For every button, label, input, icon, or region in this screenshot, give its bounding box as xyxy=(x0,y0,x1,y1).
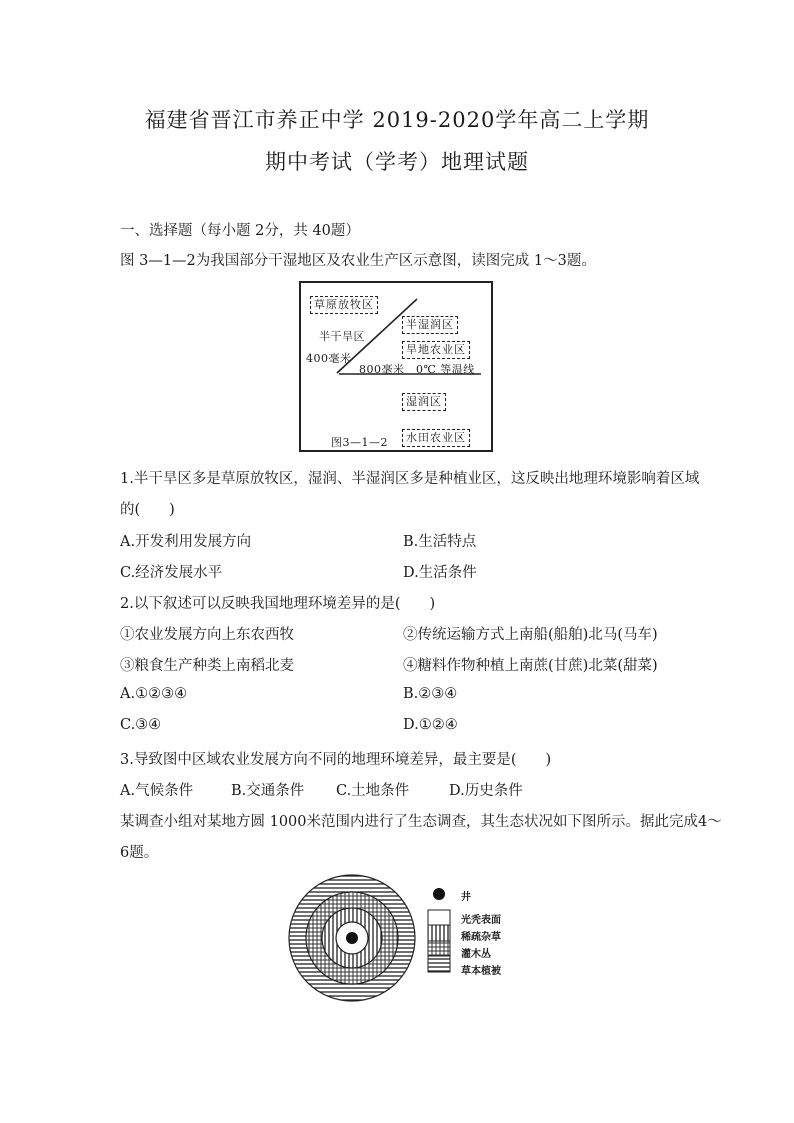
legend-shrub-label: 灌木丛 xyxy=(461,949,491,960)
legend-well-swatch xyxy=(433,888,445,900)
section-header: 一、选择题（每小题 2分，共 40题） xyxy=(120,223,360,239)
q2-statement-1: ①农业发展方向上东农西牧 xyxy=(120,627,294,643)
isotherm-label: 800毫米 0℃ 等温线 xyxy=(359,363,475,376)
q1-option-d: D.生活条件 xyxy=(403,565,477,581)
grassland-box: 草原放牧区 xyxy=(310,296,378,314)
legend-swatches xyxy=(426,885,456,985)
intro-text-2-line1: 某调查小组对某地方圆 1000米范围内进行了生态调查，其生态状况如下图所示。据此完成4～ xyxy=(120,814,722,830)
q3-option-a: A.气候条件 xyxy=(120,783,194,799)
intro-text-1: 图 3—1—2为我国部分干湿地区及农业生产区示意图，读图完成 1～3题。 xyxy=(120,253,596,269)
q3-option-b: B.交通条件 xyxy=(231,783,305,799)
legend-bare-label: 光秃表面 xyxy=(461,915,501,926)
figure-3-1-2 xyxy=(299,281,493,452)
q3-option-d: D.历史条件 xyxy=(449,783,523,799)
q2-statement-2: ②传统运输方式上南船(船舶)北马(马车) xyxy=(403,627,658,643)
q1-stem-line1: 1.半干旱区多是草原放牧区，湿润、半湿润区多是种植业区，这反映出地理环境影响着区域 xyxy=(120,471,700,487)
intro-text-2-line2: 6题。 xyxy=(120,845,159,861)
legend-well-label: 井 xyxy=(461,892,471,903)
legend-sparse-swatch xyxy=(428,925,450,941)
legend-bare-swatch xyxy=(428,910,450,925)
ecology-rings-figure xyxy=(263,850,443,1030)
q2-statement-3: ③粮食生产种类上南稻北麦 xyxy=(120,658,294,674)
q2-statement-4: ④糖料作物种植上南蔗(甘蔗)北菜(甜菜) xyxy=(403,658,658,674)
well-dot xyxy=(346,932,358,944)
dryland-box: 旱地农业区 xyxy=(402,341,470,359)
semi-arid-label: 半干旱区 xyxy=(319,330,365,343)
page-title-line2: 期中考试（学考）地理试题 xyxy=(265,150,529,174)
legend-shrub-swatch xyxy=(428,941,450,956)
q2-option-c: C.③④ xyxy=(120,717,162,733)
q2-option-a: A.①②③④ xyxy=(120,686,188,702)
legend-sparse-label: 稀疏杂草 xyxy=(461,932,501,943)
q2-option-d: D.①②④ xyxy=(403,717,458,733)
legend-herb-label: 草本植被 xyxy=(461,966,501,977)
q1-option-c: C.经济发展水平 xyxy=(120,565,223,581)
legend-herb-swatch xyxy=(428,956,450,972)
figure-caption: 图3—1—2 xyxy=(331,436,388,449)
paddy-box: 水田农业区 xyxy=(402,429,470,447)
page-title-line1: 福建省晋江市养正中学 2019-2020学年高二上学期 xyxy=(144,108,650,132)
q1-stem-line2: 的( ) xyxy=(120,502,175,518)
q1-option-b: B.生活特点 xyxy=(403,534,477,550)
semi-humid-box: 半湿润区 xyxy=(402,316,458,334)
q2-stem: 2.以下叙述可以反映我国地理环境差异的是( ) xyxy=(120,596,436,612)
humid-box: 湿润区 xyxy=(402,393,446,411)
q3-stem: 3.导致图中区域农业发展方向不同的地理环境差异，最主要是( ) xyxy=(120,752,552,768)
q2-option-b: B.②③④ xyxy=(403,686,458,702)
q1-option-a: A.开发利用发展方向 xyxy=(120,534,252,550)
mm400-label: 400毫米 xyxy=(306,352,352,365)
q3-option-c: C.土地条件 xyxy=(336,783,410,799)
